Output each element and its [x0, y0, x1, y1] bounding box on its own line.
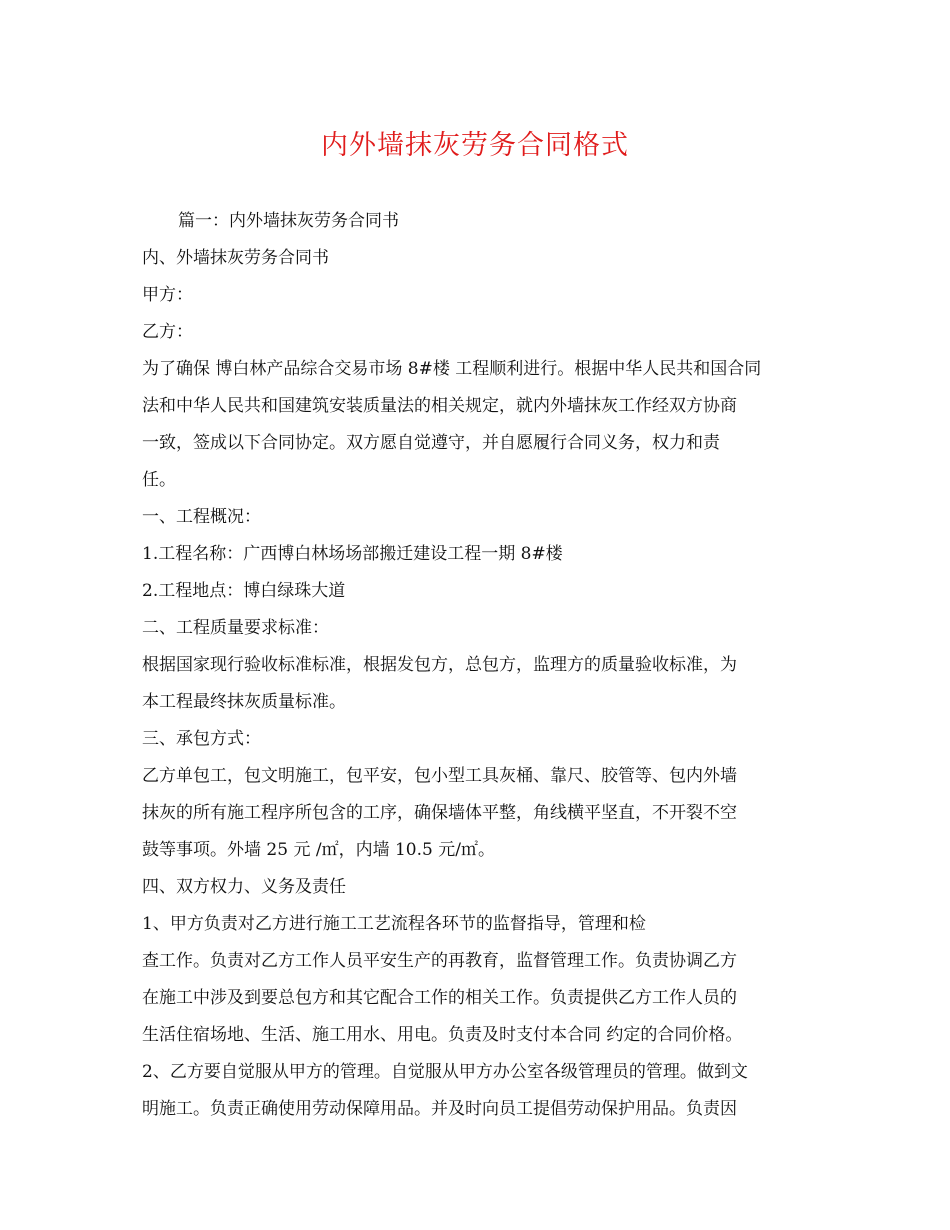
paragraph-line: 篇一：内外墙抹灰劳务合同书: [178, 211, 399, 231]
paragraph-line: 任。: [142, 470, 176, 490]
paragraph-line: 一致，签成以下合同协定。双方愿自觉遵守，并自愿履行合同义务，权力和责: [142, 433, 720, 453]
paragraph-line: 查工作。负责对乙方工作人员平安生产的再教育，监督管理工作。负责协调乙方: [142, 951, 737, 971]
paragraph-line: 抹灰的所有施工程序所包含的工序，确保墙体平整，角线横平坚直，不开裂不空: [142, 803, 737, 823]
paragraph-line: 明施工。负责正确使用劳动保障用品。并及时向员工提倡劳动保护用品。负责因: [142, 1099, 737, 1119]
paragraph-line: 1.工程名称：广西博白林场场部搬迁建设工程一期 8#楼: [142, 544, 563, 564]
document-body: [142, 203, 822, 1128]
section-heading: 一、工程概况：: [142, 507, 261, 527]
party-a-line: 甲方：: [142, 285, 193, 305]
document-title: 内外墙抹灰劳务合同格式: [321, 130, 629, 161]
paragraph-line: 在施工中涉及到要总包方和其它配合工作的相关工作。负责提供乙方工作人员的: [142, 988, 737, 1008]
paragraph-line: 内、外墙抹灰劳务合同书: [142, 248, 329, 268]
paragraph-line: 根据国家现行验收标准标准，根据发包方，总包方，监理方的质量验收标准，为: [142, 655, 737, 675]
paragraph-line: 1、甲方负责对乙方进行施工工艺流程各环节的监督指导，管理和检: [142, 914, 646, 934]
section-heading: 二、工程质量要求标准：: [142, 618, 329, 638]
paragraph-line: 法和中华人民共和国建筑安装质量法的相关规定，就内外墙抹灰工作经双方协商: [142, 396, 737, 416]
paragraph-line: 为了确保 博白林产品综合交易市场 8#楼 工程顺利进行。根据中华人民共和国合同: [142, 359, 762, 379]
paragraph-line: 本工程最终抹灰质量标准。: [142, 692, 346, 712]
section-heading: 三、承包方式：: [142, 729, 261, 749]
paragraph-line: 乙方单包工，包文明施工，包平安，包小型工具灰桶、靠尺、胶管等、包内外墙: [142, 766, 737, 786]
party-b-line: 乙方：: [142, 322, 193, 342]
paragraph-line: 鼓等事项。外墙 25 元 /㎡，内墙 10.5 元/㎡。: [142, 840, 495, 860]
paragraph-line: 2.工程地点：博白绿珠大道: [142, 581, 346, 601]
paragraph-line: 2、乙方要自觉服从甲方的管理。自觉服从甲方办公室各级管理员的管理。做到文: [142, 1062, 748, 1082]
paragraph-line: 生活住宿场地、生活、施工用水、用电。负责及时支付本合同 约定的合同价格。: [142, 1025, 743, 1045]
section-heading: 四、双方权力、义务及责任: [142, 877, 346, 897]
